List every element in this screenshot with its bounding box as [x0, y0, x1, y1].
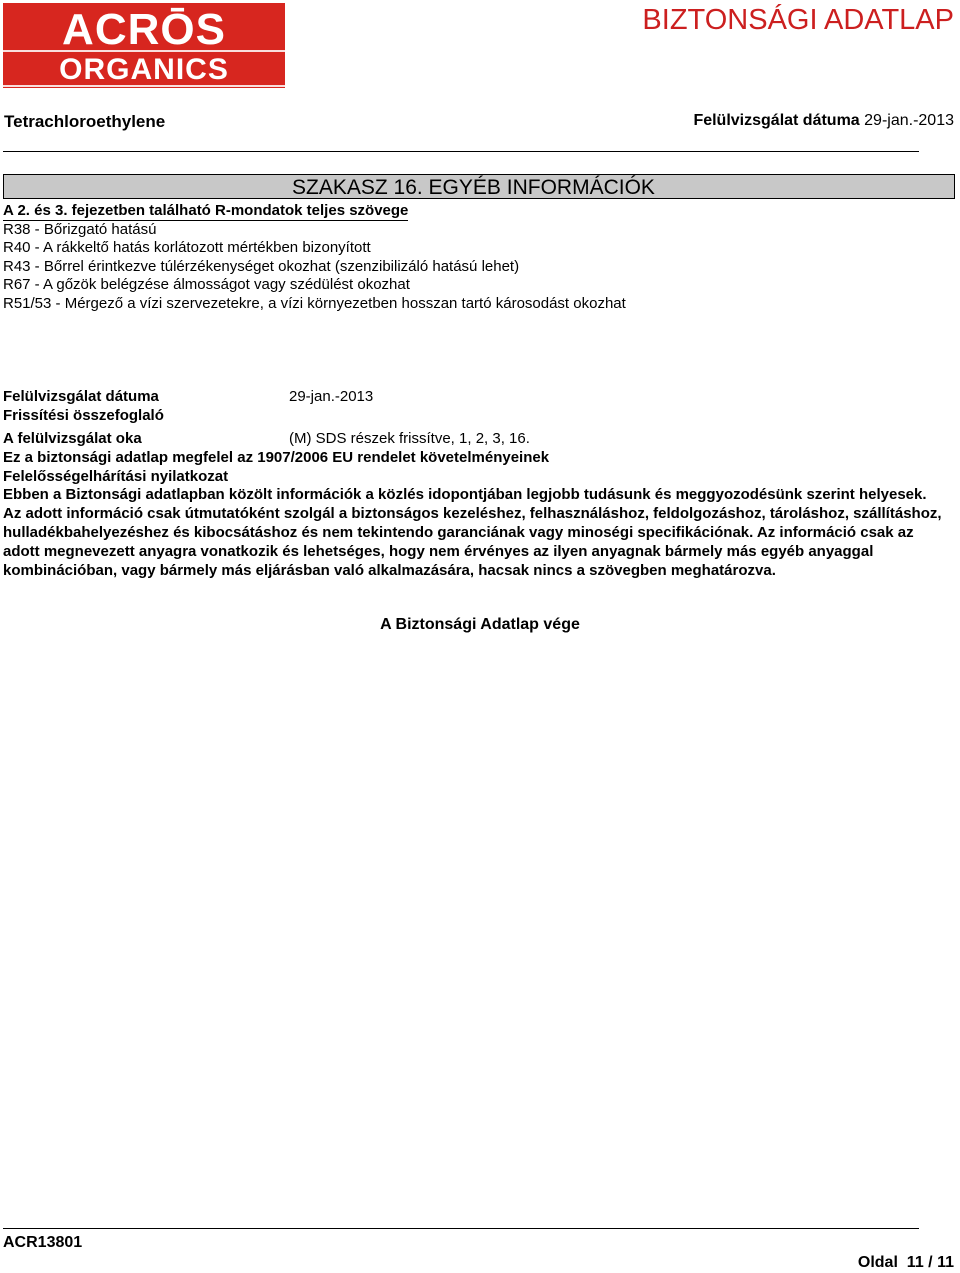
footer-divider: [3, 1228, 919, 1229]
product-name: Tetrachloroethylene: [4, 112, 166, 131]
page-indicator: [858, 1253, 954, 1273]
header-revision: [693, 110, 954, 132]
header-revision-label: Felülvizsgálat dátuma: [693, 112, 860, 129]
header-revision-date: 29-jan.-2013: [864, 112, 954, 129]
header-divider: [3, 151, 919, 152]
revision-reason-label: A felülvizsgálat oka: [3, 430, 142, 447]
section-title: SZAKASZ 16. EGYÉB INFORMÁCIÓK: [292, 176, 655, 199]
page-label: Oldal: [857, 1254, 898, 1271]
revision-date-value: 29-jan.-2013: [289, 388, 374, 405]
revision-reason-value: (M) SDS részek frissítve, 1, 2, 3, 16.: [289, 430, 530, 447]
disclaimer-text: Ebben a Biztonsági adatlapban közölt információk a közlés idopontjában legjobb tudásunk és meggyozodésünk szerint helyesek. Az adott információ csak útmutatóként szolgál a biztonságos kezeléshez, felhasználáshoz, feldolgozáshoz, tároláshoz, szállításhoz, hulladékbahelyezéshez és kibocsátáshoz és nem tekintendo garanciának vagy minoségi specifikációnak. Az információ csak az adott megnevezett anyagra vonatkozik és lehetséges, hogy nem érvényes az ilyen anyagnak bármely más egyéb anyaggal kombinációban, vagy bármely más eljárásban való alkalmazására, hacsak nincs a szövegben meghatározva.: [3, 486, 942, 579]
page-current: 11: [906, 1254, 924, 1271]
acros-organics-logo: [3, 3, 285, 88]
page-total: 11: [937, 1254, 954, 1271]
compliance-statement: Ez a biztonsági adatlap megfelel az 1907/2006 EU rendelet követelményeinek: [3, 449, 550, 466]
logo-line-2: ORGANICS: [59, 53, 229, 86]
page-separator: /: [928, 1254, 933, 1271]
end-of-document: A Biztonsági Adatlap vége: [380, 616, 580, 633]
r-phrase-r43: R43 - Bőrrel érintkezve túlérzékenységet okozhat (szenzibilizáló hatású lehet): [3, 258, 520, 275]
r-phrases-heading: A 2. és 3. fejezetben található R-mondatok teljes szövege: [3, 202, 409, 219]
r-phrase-r40: R40 - A rákkeltő hatás korlátozott mértékben bizonyított: [3, 239, 371, 256]
document-code: ACR13801: [3, 1234, 83, 1251]
r-phrase-r38: R38 - Bőrizgató hatású: [3, 221, 157, 238]
document-title: BIZTONSÁGI ADATLAP: [642, 4, 954, 36]
disclaimer-heading: Felelősségelhárítási nyilatkozat: [3, 468, 229, 485]
revision-summary-label: Frissítési összefoglaló: [3, 407, 164, 424]
r-phrase-r67: R67 - A gőzök belégzése álmosságot vagy szédülést okozhat: [3, 276, 410, 293]
revision-date-label: Felülvizsgálat dátuma: [3, 388, 159, 405]
logo-line-1: ACRŌS: [62, 5, 226, 54]
r-phrase-r51-53: R51/53 - Mérgező a vízi szervezetekre, a vízi környezetben hosszan tartó károsodást okozhat: [3, 295, 626, 312]
